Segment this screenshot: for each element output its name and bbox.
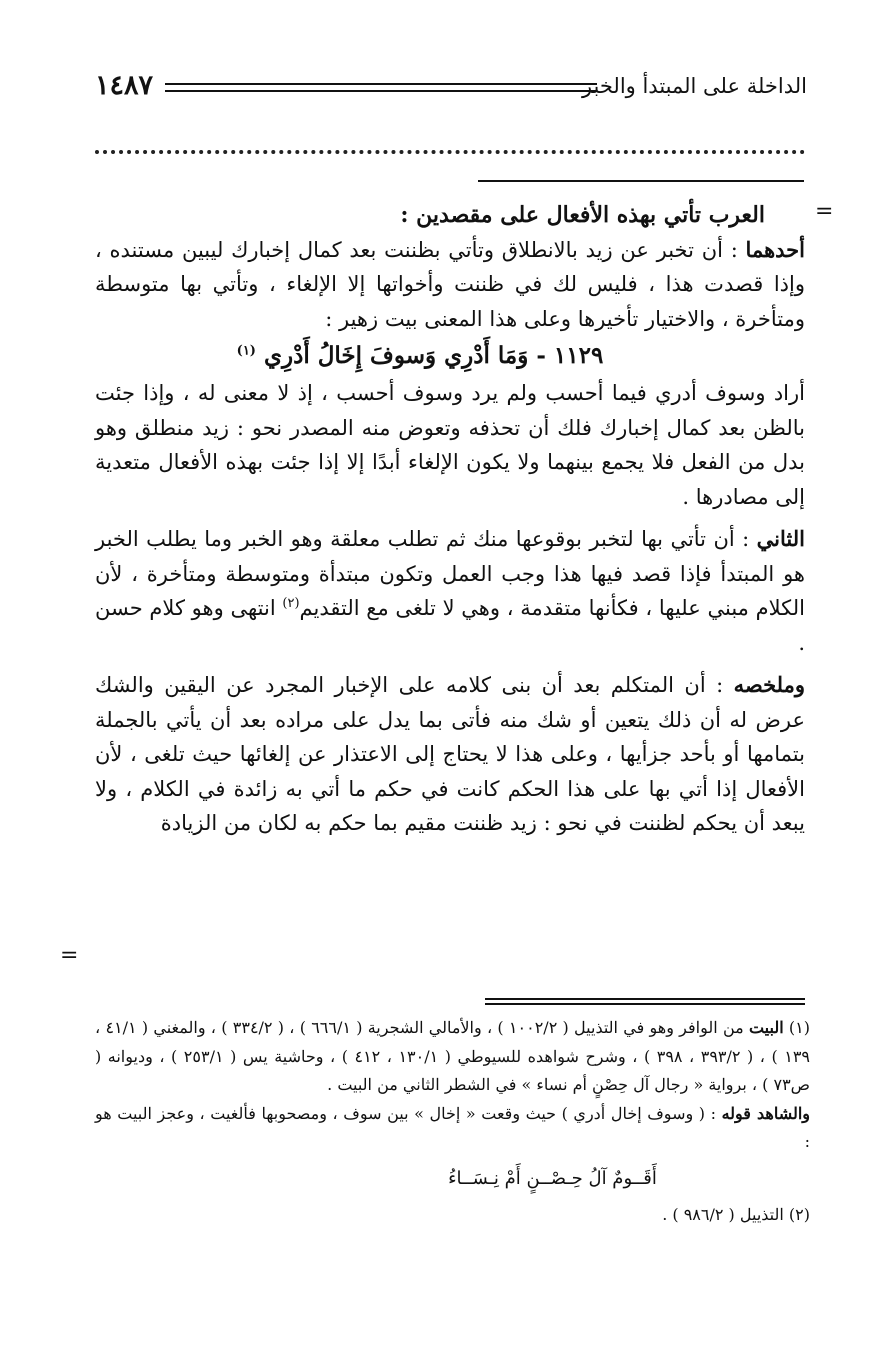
paragraph-third — [95, 522, 805, 660]
paragraph-text-end: انتهى وهو كلام حسن . — [95, 596, 805, 655]
paragraph-text: : أن تخبر عن زيد بالانطلاق وتأتي بظننت بعد كمال إخبارك ليبين مستنده ، وإذا قصدت هذا ، فليس لك في ظننت وأخواتها إلا الإلغاء ، وتأتي بها متوسطة ومتأخرة ، والاختيار تأخيرها وعلى هذا المعنى بيت زهير : — [95, 237, 805, 331]
header-double-rule — [165, 83, 597, 92]
paragraph-text: : أن تأتي بها لتخبر بوقوعها منك ثم تطلب معلقة وهو الخبر وما يطلب الخبر هو المبتدأ فإذا قصد فيها هذا وجب العمل وتكون مبتدأة ومتوسطة ومتأخرة ، لأن الكلام مبني عليها ، فكأنها متقدمة ، وهي لا تلغى مع التقديم — [95, 527, 805, 620]
verse-line — [95, 336, 805, 376]
footnote-ref: (١) — [236, 343, 256, 359]
paragraph-first — [95, 233, 805, 337]
main-text — [95, 198, 805, 841]
footnotes — [95, 1014, 810, 1229]
paragraph-lead: الثاني — [756, 526, 805, 551]
paragraph-lead: وملخصه — [733, 672, 805, 697]
footnote-verse: أَقَــومٌ آلُ حِـصْــنٍ أَمْ نِـسَــاءُ — [448, 1167, 657, 1189]
footnote-lead: البيت — [748, 1018, 784, 1037]
section-rule — [478, 180, 804, 182]
footnote-lead: والشاهد قوله — [721, 1103, 811, 1123]
dotted-separator — [95, 150, 805, 154]
running-title: الداخلة على المبتدأ والخبر — [581, 74, 807, 98]
page-number: ١٤٨٧ — [95, 70, 154, 101]
footnote-1 — [95, 1014, 810, 1100]
footnote-number: (١) — [788, 1018, 811, 1037]
page-header — [95, 68, 807, 108]
section-heading: العرب تأتي بهذه الأفعال على مقصدين : — [400, 202, 765, 228]
paragraph-fourth — [95, 668, 805, 841]
footnote-separator — [485, 998, 805, 1005]
footnote-2: (٢) التذييل ( ٩٨٦/٢ ) . — [662, 1204, 810, 1224]
footnote-ref: (٢) — [282, 596, 300, 611]
verse-text: ١١٢٩ - وَمَا أَدْرِي وَسوفَ إِخَالُ أَدْرِي — [263, 342, 604, 369]
footnote-1-witness — [95, 1100, 810, 1157]
paragraph-text: : أن المتكلم بعد أن بنى كلامه على الإخبار المجرد عن اليقين والشك عرض له أن ذلك يتعين أو شك منه فأتى بما يدل على مراده بعد أن يأتي بالجملة بتمامها أو بأحد جزأيها ، وعلى هذا لا يحتاج إلى الاعتذار عن إلغائها حيث تلغى ، لأن الأفعال إذا أتي بها على هذا الحكم كانت في حكم ما أتي به زائدة في الكلام ، ولا يبعد أن يحكم لظننت في نحو : زيد ظننت مقيم بما حكم به لكان من الزيادة — [95, 673, 805, 835]
paragraph-lead: أحدهما — [745, 236, 805, 262]
footnote-text: من الوافر وهو في التذييل ( ١٠٠٢/٢ ) ، والأمالي الشجرية ( ٦٦٦/١ ) ، ( ٣٣٤/٢ ) ، والمغني ( ٤١/١ ، ١٣٩ ) ، ( ٣٩٣/٢ ، ٣٩٨ ) ، وشرح شواهده للسيوطي ( ١٣٠/١ ، ٤١٢ ) ، وحاشية يس ( ٢٥٣/١ ) ، وديوانه ( ص٧٣ ) ، برواية « رجال آل حِصْنٍ أم نساء » في الشطر الثاني من البيت . — [95, 1018, 810, 1094]
continuation-mark-top: = — [815, 199, 834, 224]
footnote-text: : ( وسوف إخال أدري ) حيث وقعت « إخال » بين سوف ، ومصحوبها فألغيت ، وعجز البيت هو : — [95, 1103, 810, 1151]
continuation-mark-bottom: = — [60, 943, 79, 968]
paragraph-second: أراد وسوف أدري فيما أحسب ولم يرد وسوف أحسب ، إذ لا معنى له ، وإذا جئت بالظن بعد كمال إخبارك فلك أن تحذفه وتعوض منه المصدر نحو : زيد منطلق وهو بدل من الفعل فلا يجمع بينهما ولا يكون الإلغاء أبدًا إلا إذا جئت بهذه الأفعال متعدية إلى مصادرها . — [95, 381, 805, 509]
